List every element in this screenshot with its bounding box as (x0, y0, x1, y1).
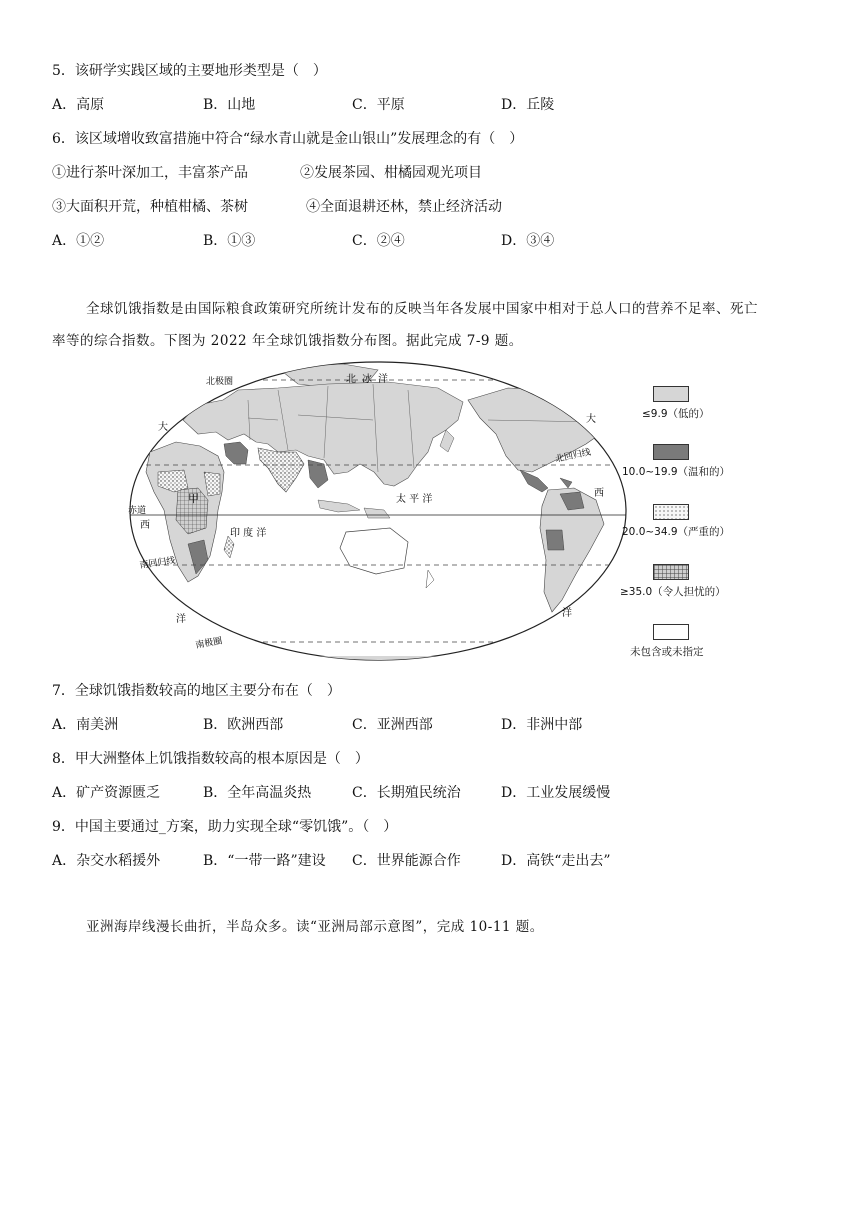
label-atlantic-xi: 西 (140, 520, 150, 531)
intro-7-9-line2: 率等的综合指数。下图为 2022 年全球饥饿指数分布图。据此完成 7-9 题。 (52, 333, 523, 349)
label-atlantic-da: 大 (158, 422, 168, 433)
q7-option-b: B．欧洲西部 (203, 717, 284, 733)
q9-option-b: B．“一带一路”建设 (203, 853, 326, 869)
legend-label-low: ≤9.9（低的） (642, 408, 710, 420)
q5-stem: 5．该研学实践区域的主要地形类型是（ ） (52, 63, 327, 79)
q8-stem: 8．甲大洲整体上饥饿指数较高的根本原因是（ ） (52, 751, 369, 767)
world-hunger-map (128, 360, 628, 662)
q7-option-d: D．非洲中部 (501, 717, 583, 733)
q5-option-a: A．高原 (52, 97, 105, 113)
q6-item-2: ②发展茶园、柑橘园观光项目 (300, 165, 482, 181)
q9-stem: 9．中国主要通过_方案，助力实现全球“零饥饿”。（ ） (52, 819, 398, 835)
q6-option-b: B．①③ (203, 233, 256, 249)
legend-swatch-serious (653, 504, 689, 520)
legend-label-alarming: ≥35.0（令人担忧的） (620, 586, 726, 598)
q6-item-3: ③大面积开荒，种植柑橘、茶树 (52, 199, 248, 215)
intro-7-9-line1: 全球饥饿指数是由国际粮食政策研究所统计发布的反映当年各发展中国家中相对于总人口的营养不足率、死亡 (86, 301, 758, 317)
q6-item-4: ④全面退耕还林，禁止经济活动 (306, 199, 502, 215)
legend-swatch-none (653, 624, 689, 640)
legend-label-serious: 20.0~34.9（严重的） (622, 526, 731, 538)
q7-stem: 7．全球饥饿指数较高的地区主要分布在（ ） (52, 683, 341, 699)
q6-option-d: D．③④ (501, 233, 555, 249)
label-atlantic-yang: 洋 (176, 614, 186, 625)
label-equator: 赤道 (128, 506, 147, 516)
q9-option-c: C．世界能源合作 (352, 853, 461, 869)
q6-option-a: A．①② (52, 233, 105, 249)
legend-swatch-alarming (653, 564, 689, 580)
label-tropic-cancer: 北回归线 (554, 447, 592, 465)
q5-option-c: C．平原 (352, 97, 405, 113)
q8-option-c: C．长期殖民统治 (352, 785, 461, 801)
q8-option-d: D．工业发展缓慢 (501, 785, 611, 801)
q5-option-b: B．山地 (203, 97, 256, 113)
label-arctic-circle: 北极圈 (206, 377, 234, 387)
legend-label-moderate: 10.0~19.9（温和的） (622, 466, 731, 478)
q9-option-a: A．杂交水稻援外 (52, 853, 161, 869)
label-jia: 甲 (188, 492, 199, 505)
label-arctic-ocean: 北冰洋 (346, 374, 394, 385)
label-right-yang: 洋 (562, 608, 572, 619)
legend-label-none: 未包含或未指定 (630, 646, 704, 658)
q7-option-a: A．南美洲 (52, 717, 119, 733)
q5-option-d: D．丘陵 (501, 97, 555, 113)
q9-option-d: D．高铁“走出去” (501, 853, 611, 869)
legend-swatch-low (653, 386, 689, 402)
q8-option-b: B．全年高温炎热 (203, 785, 312, 801)
q6-stem: 6．该区域增收致富措施中符合“绿水青山就是金山银山”发展理念的有（ ） (52, 131, 524, 147)
q6-item-1: ①进行茶叶深加工，丰富茶产品 (52, 165, 248, 181)
q7-option-c: C．亚洲西部 (352, 717, 433, 733)
label-pacific-ocean: 太 平 洋 (396, 494, 433, 505)
intro-10-11-line1: 亚洲海岸线漫长曲折，半岛众多。读“亚洲局部示意图”，完成 10-11 题。 (86, 919, 544, 935)
label-antarctic-circle: 南极圈 (194, 636, 224, 651)
q8-option-a: A．矿产资源匮乏 (52, 785, 161, 801)
label-indian-ocean: 印 度 洋 (230, 528, 267, 539)
label-right-da: 大 (586, 414, 596, 425)
q6-option-c: C．②④ (352, 233, 405, 249)
legend-swatch-moderate (653, 444, 689, 460)
label-right-xi: 西 (594, 488, 604, 499)
label-tropic-capricorn: 南回归线 (139, 556, 177, 571)
